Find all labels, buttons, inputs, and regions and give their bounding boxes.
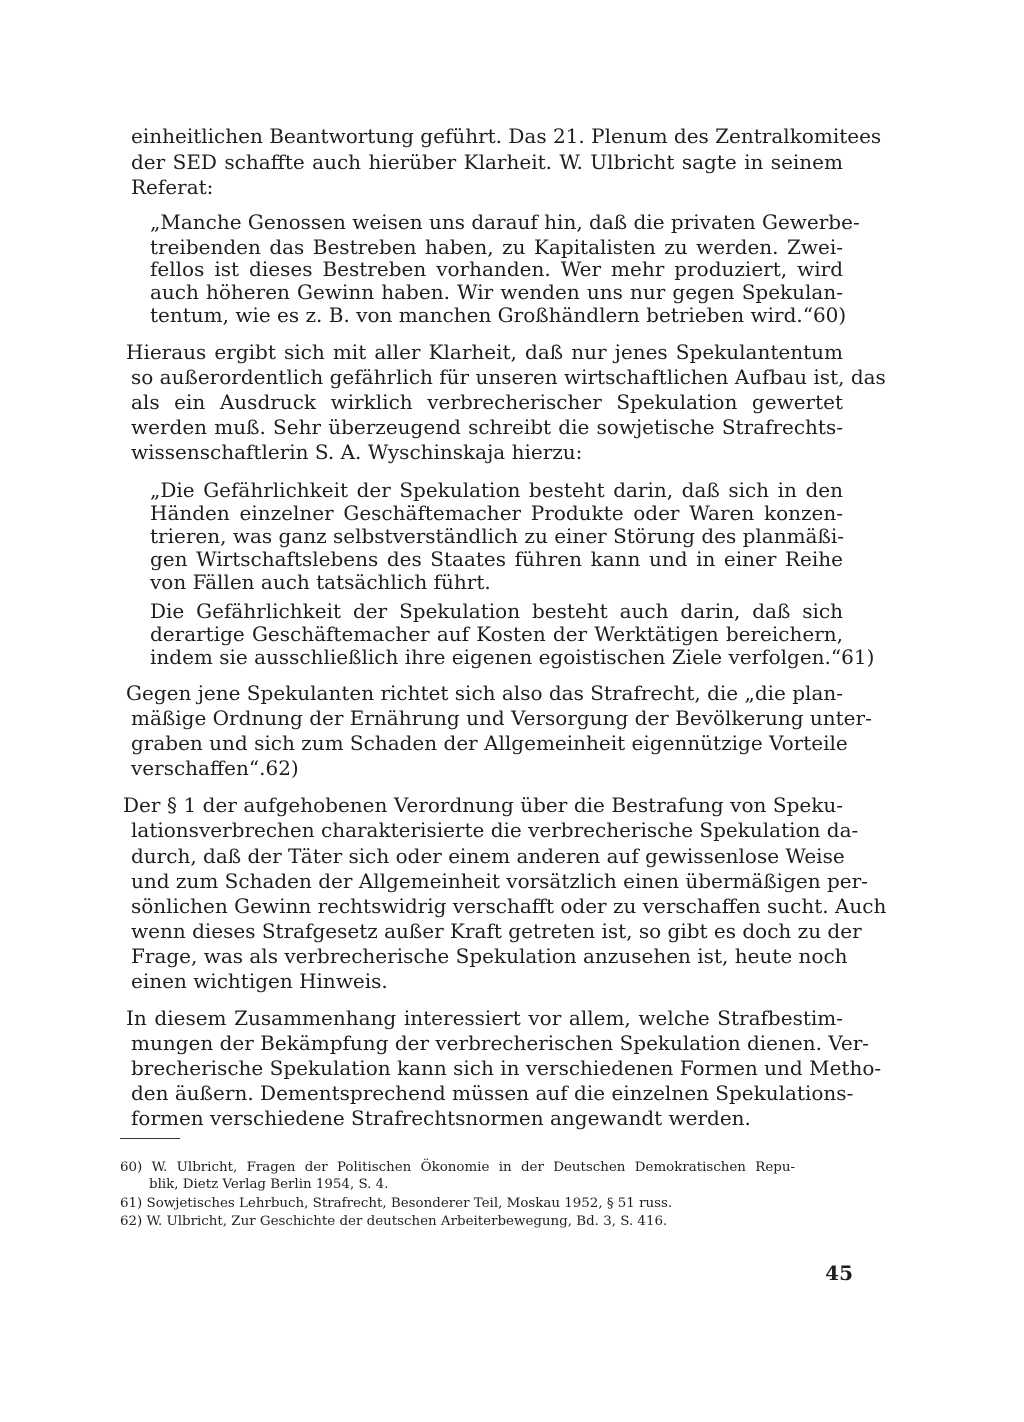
text-line: verschaffen“.62) bbox=[131, 756, 299, 780]
quote-line: tentum, wie es z. B. von manchen Großhändlern betrieben wird.“60) bbox=[150, 303, 847, 327]
text-line: Frage, was als verbrecherische Spekulation anzusehen ist, heute noch bbox=[131, 944, 848, 968]
text-line: wenn dieses Strafgesetz außer Kraft getreten ist, so gibt es doch zu der bbox=[131, 919, 862, 943]
text-line: lationsverbrechen charakterisierte die verbrecherische Spekulation da- bbox=[131, 818, 859, 842]
text-line: In diesem Zusammenhang interessiert vor allem, welche Strafbestim- bbox=[126, 1006, 843, 1030]
quote-line: auch höheren Gewinn haben. Wir wenden uns nur gegen Spekulan- bbox=[150, 280, 843, 304]
text-line: Referat: bbox=[131, 175, 214, 199]
text-line: graben und sich zum Schaden der Allgemeinheit eigennützige Vorteile bbox=[131, 731, 848, 755]
text-line: so außerordentlich gefährlich für unseren wirtschaftlichen Aufbau ist, das bbox=[131, 365, 886, 389]
footnote-line: 62) W. Ulbricht, Zur Geschichte der deutschen Arbeiterbewegung, Bd. 3, S. 416. bbox=[120, 1214, 668, 1229]
text-line: einheitlichen Beantwortung geführt. Das 21. Plenum des Zentralkomitees bbox=[131, 124, 882, 148]
text-line: mäßige Ordnung der Ernährung und Versorgung der Bevölkerung unter- bbox=[131, 706, 872, 730]
footnote-divider bbox=[120, 1138, 180, 1139]
text-line: formen verschiedene Strafrechtsnormen angewandt werden. bbox=[131, 1106, 751, 1130]
quote-line: Händen einzelner Geschäftemacher Produkte oder Waren konzen- bbox=[150, 501, 843, 525]
text-line: sönlichen Gewinn rechtswidrig verschafft oder zu verschaffen sucht. Auch bbox=[131, 894, 887, 918]
footnote-line: blik, Dietz Verlag Berlin 1954, S. 4. bbox=[149, 1177, 389, 1192]
text-line: Hieraus ergibt sich mit aller Klarheit, daß nur jenes Spekulantentum bbox=[126, 340, 843, 364]
text-line: werden muß. Sehr überzeugend schreibt die sowjetische Strafrechts- bbox=[131, 415, 843, 439]
page-number: 45 bbox=[825, 1261, 853, 1285]
text-line: den äußern. Dementsprechend müssen auf die einzelnen Spekulations- bbox=[131, 1081, 854, 1105]
text-line: wissenschaftlerin S. A. Wyschinskaja hierzu: bbox=[131, 440, 583, 464]
quote-line: treibenden das Bestreben haben, zu Kapitalisten zu werden. Zwei- bbox=[150, 235, 843, 259]
quote-line: trieren, was ganz selbstverständlich zu einer Störung des planmäßi- bbox=[150, 524, 844, 548]
quote-line: „Manche Genossen weisen uns darauf hin, daß die privaten Gewerbe- bbox=[150, 210, 860, 234]
text-line: Gegen jene Spekulanten richtet sich also das Strafrecht, die „die plan- bbox=[126, 681, 843, 705]
text-line: durch, daß der Täter sich oder einem anderen auf gewissenlose Weise bbox=[131, 844, 845, 868]
quote-line: von Fällen auch tatsächlich führt. bbox=[150, 570, 491, 594]
footnote-line: 60) W. Ulbricht, Fragen der Politischen Ökonomie in der Deutschen Demokratischen Repu- bbox=[120, 1160, 795, 1175]
quote-line: indem sie ausschließlich ihre eigenen egoistischen Ziele verfolgen.“61) bbox=[150, 645, 875, 669]
quote-line: „Die Gefährlichkeit der Spekulation besteht darin, daß sich in den bbox=[150, 478, 843, 502]
quote-line: derartige Geschäftemacher auf Kosten der Werktätigen bereichern, bbox=[150, 622, 843, 646]
quote-line: Die Gefährlichkeit der Spekulation besteht auch darin, daß sich bbox=[150, 599, 843, 623]
quote-line: fellos ist dieses Bestreben vorhanden. Wer mehr produziert, wird bbox=[150, 257, 843, 281]
text-line: Der § 1 der aufgehobenen Verordnung über die Bestrafung von Speku- bbox=[123, 793, 843, 817]
text-line: der SED schaffte auch hierüber Klarheit. W. Ulbricht sagte in seinem bbox=[131, 150, 843, 174]
quote-line: gen Wirtschaftslebens des Staates führen kann und in einer Reihe bbox=[150, 547, 843, 571]
text-line: als ein Ausdruck wirklich verbrecherischer Spekulation gewertet bbox=[131, 390, 843, 414]
footnote-line: 61) Sowjetisches Lehrbuch, Strafrecht, Besonderer Teil, Moskau 1952, § 51 russ. bbox=[120, 1196, 673, 1211]
text-line: einen wichtigen Hinweis. bbox=[131, 969, 388, 993]
text-line: und zum Schaden der Allgemeinheit vorsätzlich einen übermäßigen per- bbox=[131, 869, 868, 893]
text-line: brecherische Spekulation kann sich in verschiedenen Formen und Metho- bbox=[131, 1056, 882, 1080]
text-line: mungen der Bekämpfung der verbrecherischen Spekulation dienen. Ver- bbox=[131, 1031, 870, 1055]
